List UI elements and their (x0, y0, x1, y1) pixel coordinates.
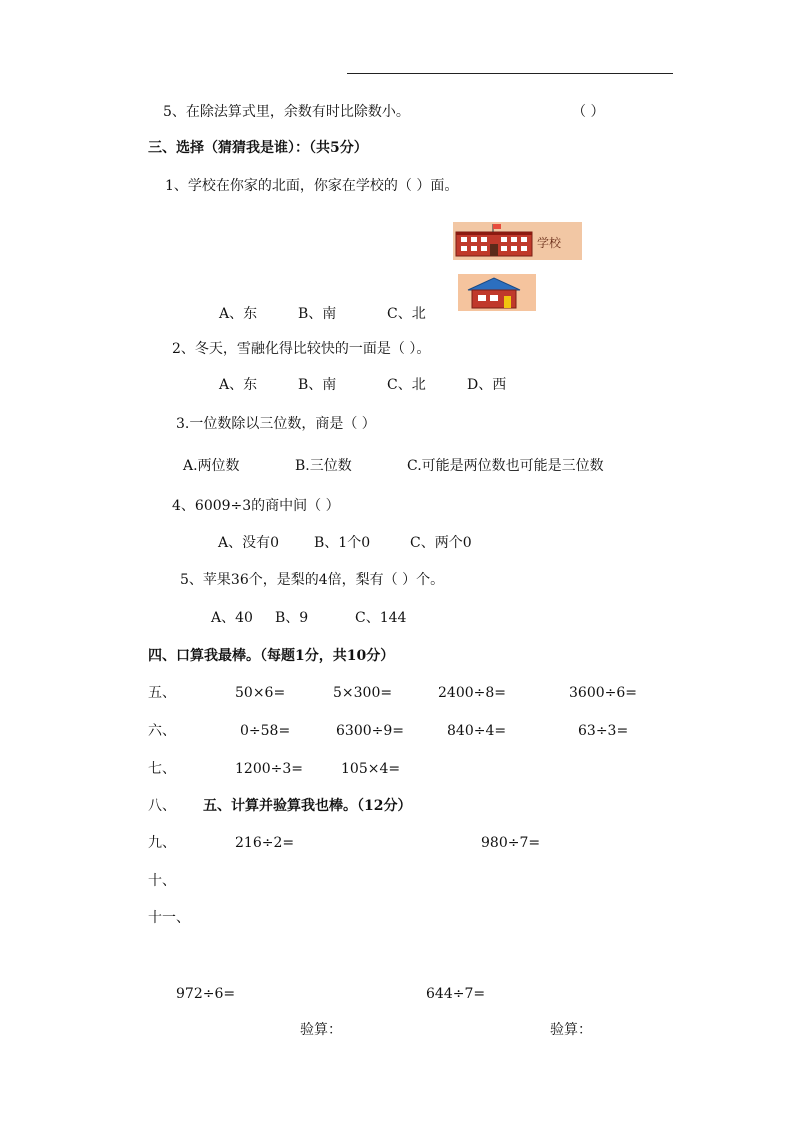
calc-item: 216÷2= (235, 835, 295, 851)
calc-item: 972÷6= (176, 986, 236, 1002)
q3-option-a: A.两位数 (183, 458, 240, 474)
q4-option-a: A、没有0 (218, 535, 280, 551)
calc-item: 644÷7= (426, 986, 486, 1002)
house-icon (458, 274, 536, 311)
q2-option-c: C、北 (387, 377, 426, 393)
q2-option-b: B、南 (298, 377, 337, 393)
row-label-7: 七、 (148, 761, 176, 777)
choice-q4: 4、6009÷3的商中间（ ） (172, 498, 340, 514)
house-picture (458, 274, 536, 311)
q4-option-b: B、1个0 (314, 535, 371, 551)
section-5-title: 五、计算并验算我也棒。（12分） (203, 798, 412, 814)
q1-option-c: C、北 (387, 306, 426, 322)
row-label-8: 八、 (148, 798, 176, 814)
q2-option-a: A、东 (219, 377, 258, 393)
mental-calc-item: 1200÷3= (235, 761, 303, 777)
check-label: 验算： (300, 1022, 342, 1038)
row-label-10: 十、 (148, 873, 176, 889)
mental-calc-item: 63÷3= (578, 723, 629, 739)
q5-option-c: C、144 (355, 610, 407, 626)
q1-option-a: A、东 (219, 306, 258, 322)
row-label-9: 九、 (148, 835, 176, 851)
q1-option-b: B、南 (298, 306, 337, 322)
mental-calc-item: 2400÷8= (438, 685, 506, 701)
section-4-title: 四、口算我最棒。（每题1分，共10分） (148, 648, 395, 664)
tf-answer-paren: （ ） (572, 104, 605, 120)
section-3-title: 三、选择（猜猜我是谁）：（共5分） (148, 140, 368, 156)
choice-q2: 2、冬天，雪融化得比较快的一面是（ ）。 (172, 341, 431, 357)
tf-question-5: 5、在除法算式里，余数有时比除数小。 (163, 104, 410, 120)
calc-item: 980÷7= (481, 835, 541, 851)
mental-calc-item: 105×4= (341, 761, 401, 777)
row-label-11: 十一、 (148, 910, 190, 926)
mental-calc-item: 6300÷9= (336, 723, 404, 739)
choice-q1: 1、学校在你家的北面，你家在学校的（ ）面。 (165, 178, 459, 194)
mental-calc-item: 50×6= (235, 685, 286, 701)
row-label-5: 五、 (148, 685, 176, 701)
check-label: 验算： (550, 1022, 592, 1038)
q5-option-b: B、9 (275, 610, 309, 626)
q2-option-d: D、西 (467, 377, 507, 393)
q5-option-a: A、40 (211, 610, 253, 626)
q4-option-c: C、两个0 (410, 535, 472, 551)
school-building-icon (453, 222, 582, 260)
school-label: 学校 (537, 236, 562, 250)
mental-calc-item: 0÷58= (240, 723, 291, 739)
row-label-6: 六、 (148, 723, 176, 739)
q3-option-b: B.三位数 (295, 458, 352, 474)
choice-q3: 3.一位数除以三位数，商是（ ） (176, 416, 376, 432)
mental-calc-item: 840÷4= (447, 723, 507, 739)
top-rule (347, 73, 673, 74)
q3-option-c: C.可能是两位数也可能是三位数 (407, 458, 604, 474)
mental-calc-item: 5×300= (333, 685, 393, 701)
mental-calc-item: 3600÷6= (569, 685, 637, 701)
choice-q5: 5、苹果36个，是梨的4倍，梨有（ ）个。 (180, 572, 445, 588)
school-picture (453, 222, 582, 260)
